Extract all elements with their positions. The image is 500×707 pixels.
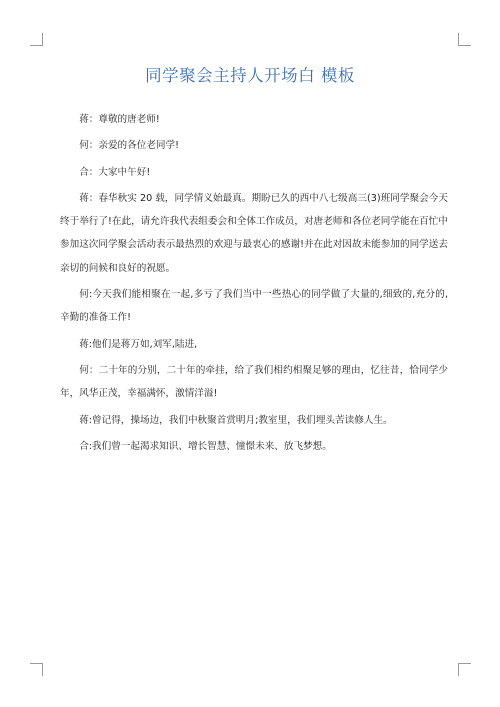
document-title: 同学聚会主持人开场白 模板 <box>145 66 355 85</box>
crop-mark-bottom-left <box>30 663 43 676</box>
crop-mark-top-left <box>30 33 43 46</box>
paragraph-greeting-all: 合：大家中午好! <box>79 166 151 178</box>
paragraph-greeting-teacher: 蒋：尊敬的唐老师! <box>79 114 160 125</box>
paragraph-thanks-organizers: 何:今天我们能相聚在一起,多亏了我们当中一些热心的同学做了大量的,细致的,充分的,辛勤的准备工作! <box>60 289 448 324</box>
crop-mark-bottom-right <box>458 663 471 676</box>
paragraph-memories: 蒋:曾记得，操场边，我们中秋聚首赏明月;教室里，我们埋头苦读修人生。 <box>79 414 393 426</box>
paragraph-organizer-names: 蒋:他们是蒋万如,刘军,陆进, <box>79 338 198 350</box>
paragraph-twenty-years: 何：二十年的分别，二十年的牵挂，给了我们相约相聚足够的理由，忆往昔，恰同学少年，风华正茂，幸福满怀，激情洋溢! <box>60 364 448 400</box>
paragraph-greeting-classmates: 何：亲爱的各位老同学! <box>79 140 179 152</box>
paragraph-opening: 蒋：春华秋实 20 载，同学情义始最真。期盼已久的西中八七级高三(3)班同学聚会今天终于举行了!在此，请允许我代表组委会和全体工作成员，对唐老师和各位老同学能在百忙中参加这次同学聚会活动表示最热烈的欢迎与最衷心的感谢!并在此对因故未能参加的同学送去亲切的问候和良好的祝愿。 <box>60 192 448 274</box>
crop-mark-top-right <box>458 33 471 46</box>
document-body <box>60 108 448 458</box>
paragraph-dreams: 合:我们曾一起渴求知识、增长智慧、憧憬未来、放飞梦想。 <box>79 440 332 452</box>
